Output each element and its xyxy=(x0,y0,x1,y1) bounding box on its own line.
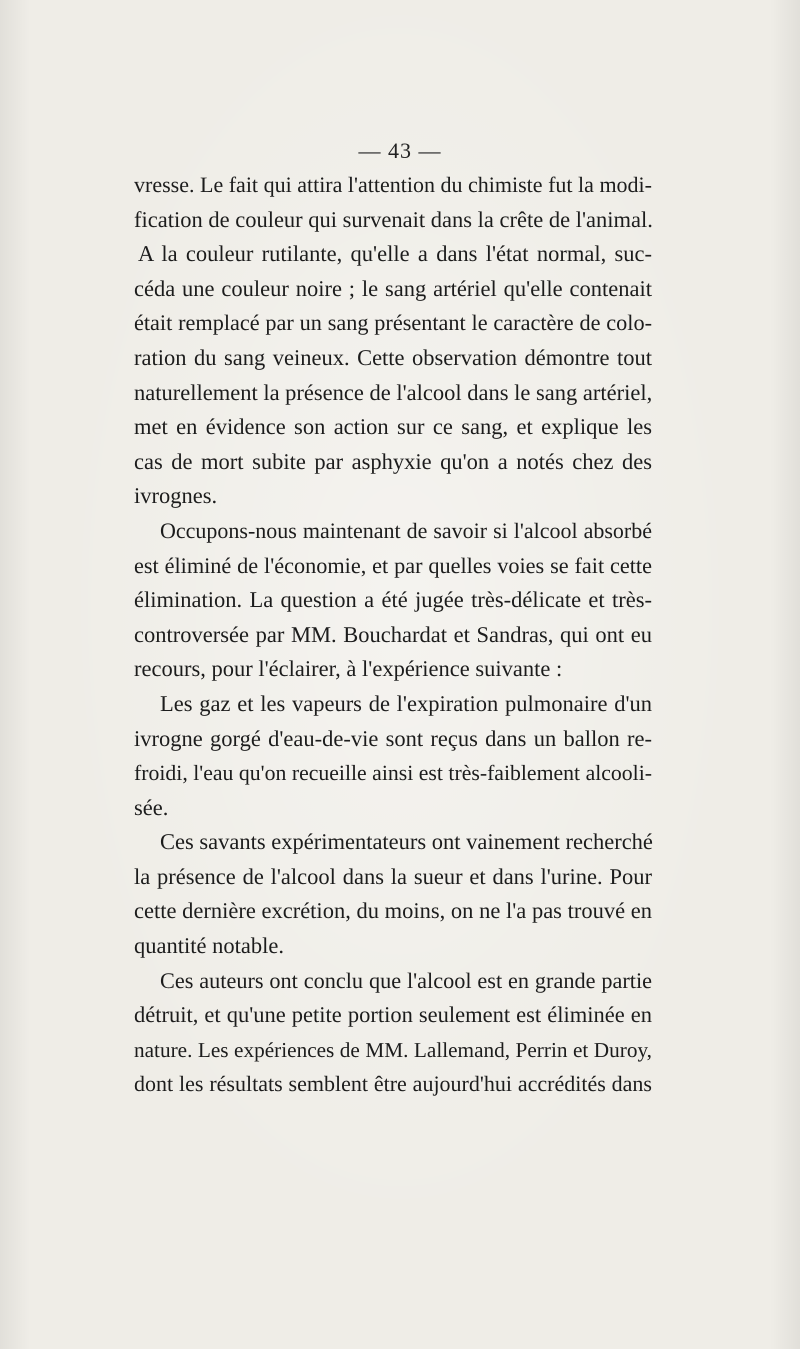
text-line: détruit, et qu'une petite portion seulement est éliminée en xyxy=(134,1002,652,1028)
text-line: céda une couleur noire ; le sang artériel qu'elle contenait xyxy=(134,275,652,301)
body-text xyxy=(134,168,652,1102)
text-line: sée. xyxy=(134,794,169,820)
text-line: dont les résultats semblent être aujourd'hui accrédités dans xyxy=(134,1071,652,1097)
text-line: Occupons-nous maintenant de savoir si l'alcool absorbé xyxy=(160,517,652,543)
text-line: naturellement la présence de l'alcool dans le sang artériel, xyxy=(134,379,653,405)
text-line: Les gaz et les vapeurs de l'expiration pulmonaire d'un xyxy=(160,690,652,716)
text-line: cas de mort subite par asphyxie qu'on a notés chez des xyxy=(134,448,652,474)
text-line: controversée par MM. Bouchardat et Sandras, qui ont eu xyxy=(134,621,652,647)
text-line: recours, pour l'éclairer, à l'expérience suivante : xyxy=(134,656,563,682)
text-line: était remplacé par un sang présentant le caractère de colo- xyxy=(134,310,652,336)
text-line: Ces auteurs ont conclu que l'alcool est en grande partie xyxy=(160,967,652,993)
text-line: nature. Les expériences de MM. Lallemand, Perrin et Duroy, xyxy=(134,1037,652,1062)
text-line: A la couleur rutilante, qu'elle a dans l'état normal, suc- xyxy=(138,241,652,267)
text-line: ration du sang veineux. Cette observation démontre tout xyxy=(134,344,652,370)
text-line: vresse. Le fait qui attira l'attention du chimiste fut la modi- xyxy=(134,172,652,197)
page-number: — 43 — xyxy=(358,138,442,163)
text-line: ivrogne gorgé d'eau-de-vie sont reçus dans un ballon re- xyxy=(134,725,652,751)
text-line: Ces savants expérimentateurs ont vainement recherché xyxy=(160,829,653,855)
text-line: fication de couleur qui survenait dans la crête de l'animal. xyxy=(134,206,653,232)
text-line: cette dernière excrétion, du moins, on ne l'a pas trouvé en xyxy=(134,898,652,924)
text-line: met en évidence son action sur ce sang, et explique les xyxy=(134,414,652,440)
text-line: froidi, l'eau qu'on recueille ainsi est très-faiblement alcooli- xyxy=(134,761,652,786)
text-line: ivrognes. xyxy=(134,483,218,509)
text-line: est éliminé de l'économie, et par quelles voies se fait cette xyxy=(134,552,652,578)
text-line: élimination. La question a été jugée très-délicate et très- xyxy=(134,587,652,613)
text-line: quantité notable. xyxy=(134,933,284,959)
text-line: la présence de l'alcool dans la sueur et dans l'urine. Pour xyxy=(134,863,652,889)
